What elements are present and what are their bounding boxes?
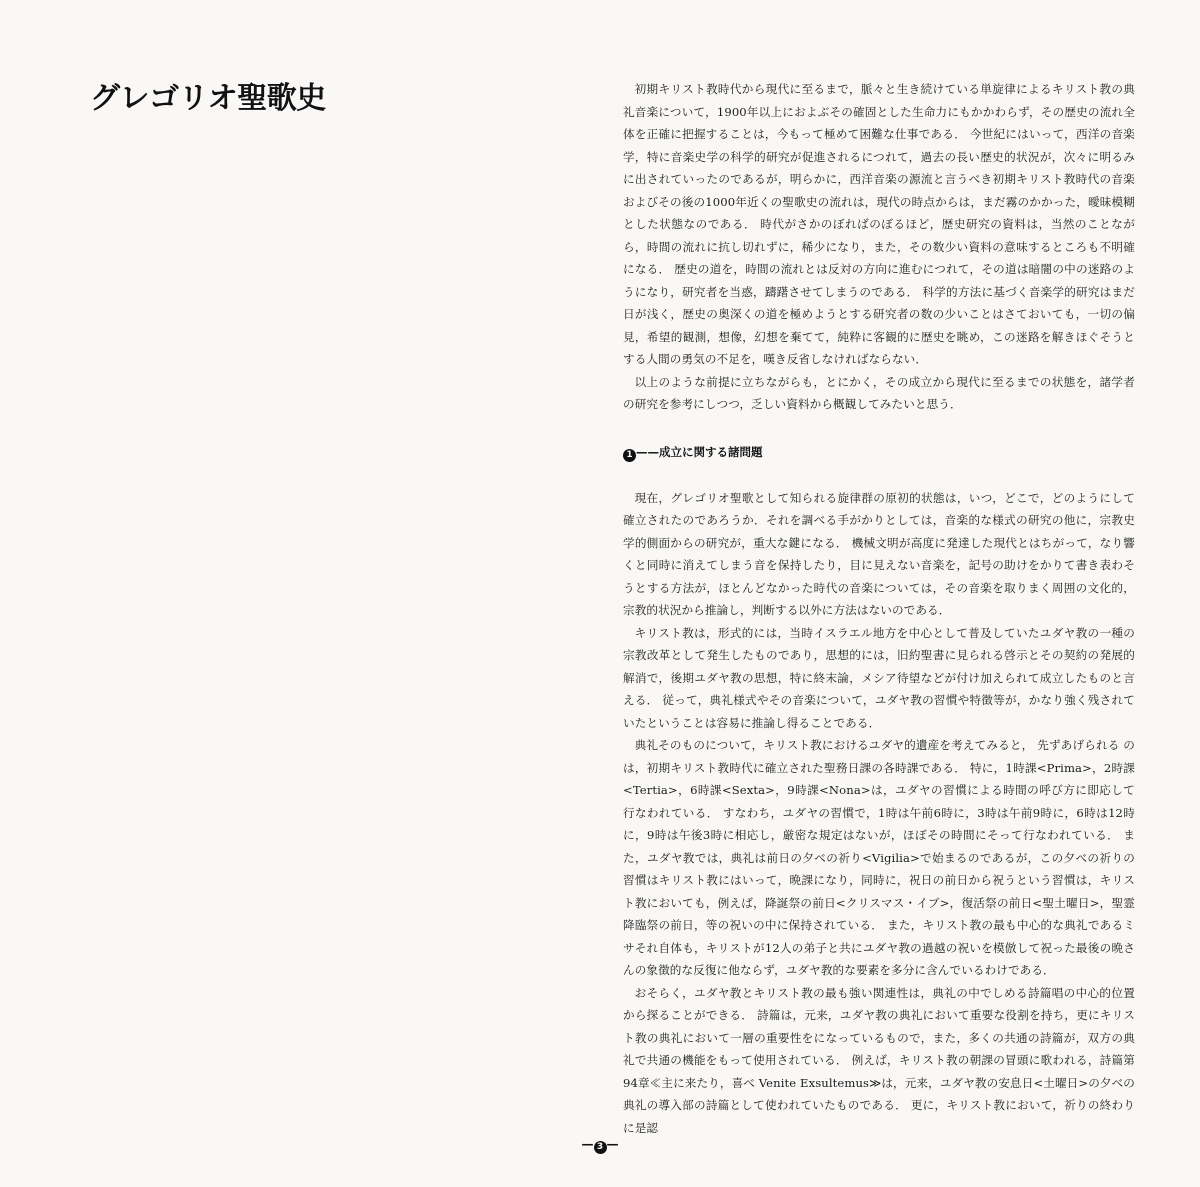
section-paragraph: 現在，グレゴリオ聖歌として知られる旋律群の原初的状態は，いつ，どこで，どのようにして確立されたのであろうか．それを調べる手がかりとしては，音楽的な様式の研究の他に，宗教史学的側面からの研究が，重大な鍵になる． 機械文明が高度に発達した現代とはちがって，なり響くと同時に消えてしまう音を保持したり，目に見えない音楽を，記号の助けをかりて書き表わそうとする方法が，ほとんどなかった時代の音楽については，その音楽を取りまく周囲の文化的，宗教的状況から推論し，判断する以外に方法はないのである． xyxy=(623,490,1135,617)
page-number-dash-right: — xyxy=(606,1137,619,1151)
section-body xyxy=(623,487,1135,1140)
intro-section xyxy=(623,78,1135,416)
page-title: グレゴリオ聖歌史 xyxy=(90,81,326,116)
page-number-dash-left: — xyxy=(581,1137,594,1151)
section-paragraph: キリスト教は，形式的には，当時イスラエル地方を中心として普及していたユダヤ教の一種の宗教改革として発生したものであり，思想的には，旧約聖書に見られる啓示とその契約の発展的解消で，後期ユダヤ教の思想，特に終末論，メシア待望などが付け加えられて成立したものと言える． 従って，典礼様式やその音楽について，ユダヤ教の習慣や特徴等が，かなり強く残されていたということは容易に推論し得ることである． xyxy=(623,625,1135,730)
section-heading-title: 成立に関する諸問題 xyxy=(659,444,763,459)
section-number-badge: 1 xyxy=(623,449,636,462)
section-paragraph: おそらく，ユダヤ教とキリスト教の最も強い関連性は，典礼の中でしめる詩篇唱の中心的位置から探ることができる． 詩篇は，元来，ユダヤ教の典礼において重要な役割を持ち，更にキリスト教の典礼において一層の重要性をになっているもので，また，多くの共通の詩篇が，双方の典礼で共通の機能をもって使用されている． 例えば，キリスト教の朝課の冒頭に歌われる，詩篇第94章≪主に来たり，喜べ Venite Exsultemus≫は，元来，ユダヤ教の安息日<土曜日>の夕べの典礼の導入部の詩篇として使われていたものである． 更に，キリスト教において，祈りの終わりに是認 xyxy=(623,985,1135,1135)
intro-paragraph: 初期キリスト教時代から現代に至るまで，脈々と生き続けている単旋律によるキリスト教の典礼音楽について，1900年以上におよぶその確固とした生命力にもかかわらず，その歴史の流れ全体を正確に把握することは，今もって極めて困難な仕事である． 今世紀にはいって，西洋の音楽学，特に音楽史学の科学的研究が促進されるにつれて，過去の長い歴史的状況が，次々に明るみに出されていったのであるが，明らかに，西洋音楽の源流と言うべき初期キリスト教時代の音楽およびその後の1000年近くの聖歌史の流れは，現代の時点からは，まだ霧のかかった，曖昧模糊とした状態なのである． 時代がさかのぼればのぼるほど，歴史研究の資料は，当然のことながら，時間の流れに抗し切れずに，稀少になり，また，その数少い資料の意味するところも不明確になる． 歴史の道を，時間の流れとは反対の方向に進むにつれて，その道は暗闇の中の迷路のようになり，研究者を当惑，躊躇させてしまうのである． 科学的方法に基づく音楽学的研究はまだ日が浅く，歴史の奥深くの道を極めようとする研究者の数の少いことはさておいても，一切の偏見，希望的観測，想像，幻想を棄てて，純粋に客観的に歴史を眺め，この迷路を解きほぐそうとする人間の勇気の不足を，嘆き反省しなければならない． xyxy=(623,82,1135,366)
page-number-badge: 3 xyxy=(594,1141,607,1154)
section-paragraph: 典礼そのものについて，キリスト教におけるユダヤ的遺産を考えてみると， 先ずあげられる のは，初期キリスト教時代に確立された聖務日課の各時課である． 特に，1時課<Prima>，2時課<Tertia>，6時課<Sexta>，9時課<Nona>は，ユダヤの習慣による時間の呼び方に即応して行なわれている． すなわち，ユダヤの習慣で，1時は午前6時に，3時は午前9時に，6時は12時に，9時は午後3時に相応し，厳密な規定はないが，ほぼその時間にそって行なわれている． また，ユダヤ教では，典礼は前日の夕べの祈り<Vigilia>で始まるのであるが，この夕べの祈りの習慣はキリスト教にはいって，晩課になり，同時に，祝日の前日から祝うという習慣は，キリスト教においても，例えば，降誕祭の前日<クリスマス・イブ>，復活祭の前日<聖土曜日>，聖霊降臨祭の前日，等の祝いの中に保持されている． また，キリスト教の最も中心的な典礼であるミサそれ自体も，キリストが12人の弟子と共にユダヤ教の過越の祝いを模倣して祝った最後の晩さんの象徴的な反復に他ならず，ユダヤ教的な要素を多分に含んでいるわけである． xyxy=(623,738,1135,977)
body-column xyxy=(623,78,1135,1139)
page-number xyxy=(0,1137,1200,1154)
intro-paragraph: 以上のような前提に立ちながらも，とにかく，その成立から現代に至るまでの状態を，諸学者の研究を参考にしつつ，乏しい資料から概観してみたいと思う． xyxy=(623,374,1135,411)
section-heading-dash: —— xyxy=(636,444,659,459)
section-heading xyxy=(623,434,1135,487)
